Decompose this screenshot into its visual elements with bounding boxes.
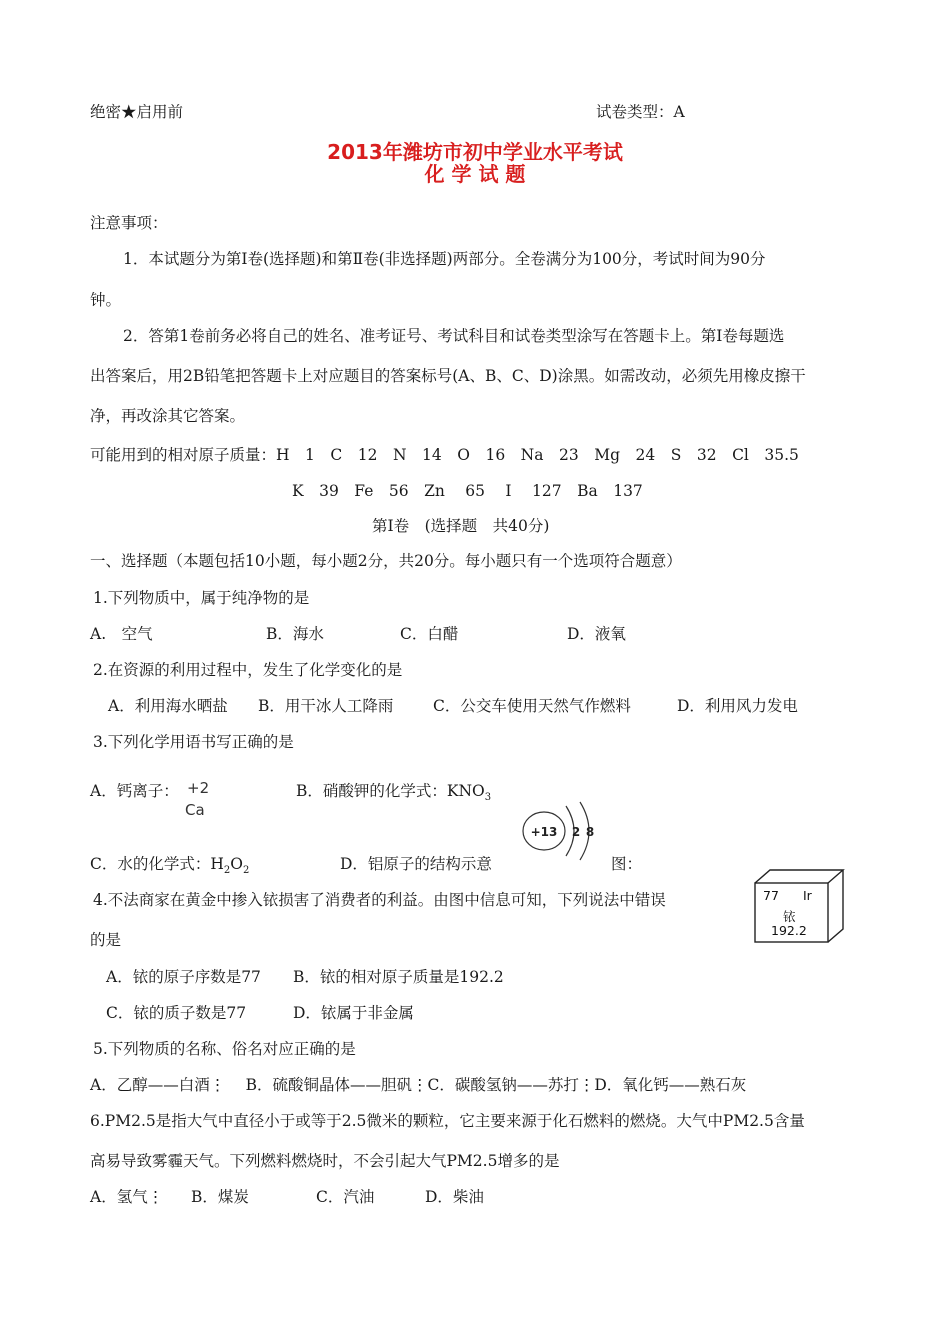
q2-option-a: A．利用海水晒盐 (108, 697, 228, 715)
element-symbol: O (230, 855, 243, 873)
atomic-mass-line-1: 可能用到的相对原子质量：H 1 C 12 N 14 O 16 Na 23 Mg 24 S 32 Cl 35.5 (90, 446, 799, 464)
aluminum-atom-diagram (522, 798, 612, 868)
q3-option-d: D．铝原子的结构示意 (340, 855, 492, 873)
q6-option-d: D．柴油 (425, 1188, 484, 1206)
q3-option-a: A．钙离子： (90, 782, 179, 800)
q4-stem-cont: 的是 (90, 931, 122, 949)
part1-title: 第Ⅰ卷 (选择题 共40分) (372, 517, 550, 535)
q1-option-b: B．海水 (266, 625, 324, 643)
subject-title: 化 学 试 题 (424, 162, 526, 186)
q4-option-d: D．铱属于非金属 (293, 1004, 414, 1022)
q4-stem: 4.不法商家在黄金中掺入铱损害了消费者的利益。由图中信息可知，下列说法中错误 (93, 891, 666, 909)
q3-option-c (90, 855, 249, 877)
q1-stem: 1.下列物质中，属于纯净物的是 (93, 589, 310, 607)
q1-option-a: A. 空气 (90, 625, 153, 643)
q2-option-c: C．公交车使用天然气作燃料 (433, 697, 631, 715)
q4-option-b: B．铱的相对原子质量是192.2 (293, 968, 504, 986)
q3-option-b-text: B．硝酸钾的化学式：KNO (296, 782, 485, 800)
q2-stem: 2.在资源的利用过程中，发生了化学变化的是 (93, 661, 403, 679)
confidential-label: 绝密★启用前 (90, 103, 184, 121)
q5-options: A．乙醇——白酒⋮ B．硫酸铜晶体——胆矾⋮C．碳酸氢钠——苏打⋮D．氧化钙——熟石灰 (90, 1076, 747, 1094)
q4-option-a: A．铱的原子序数是77 (106, 968, 261, 986)
q6-option-a: A．氢气⋮ (90, 1188, 164, 1206)
atomic-mass: 192.2 (771, 923, 807, 938)
subscript: 2 (223, 865, 231, 877)
q3-option-b (296, 782, 491, 804)
notice-item-2-cont2: 净，再改涂其它答案。 (90, 407, 246, 425)
charge-label: +2 (187, 779, 210, 797)
element-symbol: Ir (803, 888, 812, 903)
notice-item-2: 2．答第1卷前务必将自己的姓名、准考证号、考试科目和试卷类型涂写在答题卡上。第Ⅰ卷每题选 (123, 327, 785, 345)
q6-stem: 6.PM2.5是指大气中直径小于或等于2.5微米的颗粒，它主要来源于化石燃料的燃烧。大气中PM2.5含量 (90, 1112, 805, 1130)
shell-1-count: 2 (571, 825, 581, 839)
q6-stem-cont: 高易导致雾霾天气。下列燃料燃烧时，不会引起大气PM2.5增多的是 (90, 1152, 560, 1170)
calcium-ion-formula (183, 779, 213, 821)
q3-option-c-text: C．水的化学式：H (90, 855, 224, 873)
exam-title: 2013年潍坊市初中学业水平考试 (327, 140, 623, 164)
q6-option-c: C．汽油 (316, 1188, 375, 1206)
notice-item-1-cont: 钟。 (90, 291, 122, 309)
paper-type-label: 试卷类型：A (596, 103, 685, 121)
notice-heading: 注意事项： (90, 214, 168, 232)
cell-top (755, 870, 843, 883)
q2-option-b: B．用干冰人工降雨 (258, 697, 394, 715)
shell-2-count: 8 (585, 825, 595, 839)
atomic-number: 77 (763, 888, 779, 903)
subscript: 2 (242, 865, 250, 877)
section-heading: 一、选择题（本题包括10小题，每小题2分，共20分。每小题只有一个选项符合题意） (90, 552, 682, 570)
q3-option-d-end: 图： (611, 855, 643, 873)
element-name: 铱 (783, 909, 796, 924)
notice-item-1: 1．本试题分为第Ⅰ卷(选择题)和第Ⅱ卷(非选择题)两部分。全卷满分为100分，考试时间为90分 (123, 250, 766, 268)
subscript: 3 (484, 792, 492, 804)
nucleus-charge: +13 (530, 825, 558, 839)
q1-option-d: D．液氧 (567, 625, 626, 643)
element-symbol: Ca (185, 801, 205, 819)
q3-stem: 3.下列化学用语书写正确的是 (93, 733, 294, 751)
q4-option-c: C．铱的质子数是77 (106, 1004, 247, 1022)
notice-item-2-cont: 出答案后，用2B铅笔把答题卡上对应题目的答案标号(A、B、C、D)涂黑。如需改动，必须先用橡皮擦干 (90, 367, 806, 385)
q6-option-b: B．煤炭 (191, 1188, 249, 1206)
atomic-mass-line-2: K 39 Fe 56 Zn 65 I 127 Ba 137 (292, 482, 643, 500)
q1-option-c: C．白醋 (400, 625, 459, 643)
q2-option-d: D．利用风力发电 (677, 697, 798, 715)
q5-stem: 5.下列物质的名称、俗名对应正确的是 (93, 1040, 356, 1058)
periodic-table-cell (754, 868, 846, 948)
